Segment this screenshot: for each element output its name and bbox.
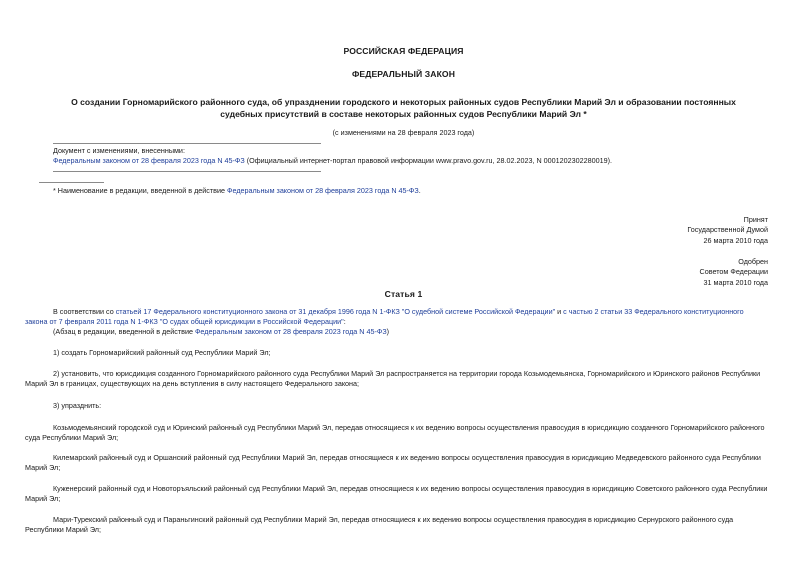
country-heading: РОССИЙСКАЯ ФЕДЕРАЦИЯ bbox=[343, 46, 464, 56]
item-3-para-4: Мари-Турекский районный суд и Параньгинский районный суд Республики Марий Эл, передав относящиеся к их ведению вопросы осуществления правосудия в юрисдикцию Сернурского районного суда Республики Марий Эл; bbox=[25, 515, 734, 535]
fkz-1996-link[interactable]: статьей 17 Федерального конституционного закона от 31 декабря 1996 года N 1-ФКЗ "О судебной системе Российской Федерации" bbox=[115, 307, 556, 316]
law-title-line2: судебных присутствий в составе некоторых районных судов Республики Марий Эл * bbox=[220, 108, 587, 119]
note-law-link[interactable]: Федеральным законом от 28 февраля 2023 года N 45-ФЗ bbox=[194, 327, 387, 336]
fkz-2011-link-part1[interactable]: с частью 2 статьи 33 Федерального конституционного bbox=[563, 307, 744, 316]
item-2: 2) установить, что юрисдикция созданного Горномарийского районного суда Республики Марий Эл распространяется на территории города Козьмодемьянска, Горномарийского и Юринского районов Республики Марий Эл в границах, существующих на день вступления в силу настоящего Федерального закона; bbox=[25, 369, 761, 389]
item-3: 3) упразднить: bbox=[53, 401, 102, 410]
fkz-2011-link-part2[interactable]: закона от 7 февраля 2011 года N 1-ФКЗ "О судах общей юрисдикции в Российской Федерации" bbox=[25, 317, 344, 327]
item-3-para-2: Килемарский районный суд и Оршанский районный суд Республики Марий Эл, передав относящиеся к их ведению вопросы осуществления правосудия в юрисдикцию Медведевского районного суда Республики Марий Эл; bbox=[25, 453, 761, 473]
item-1: 1) создать Горномарийский районный суд Республики Марий Эл; bbox=[53, 348, 271, 357]
article-intro: В соответствии со статьей 17 Федерального конституционного закона от 31 декабря 1996 года N 1-ФКЗ "О судебной системе Российской Федерации" и с частью 2 статьи 33 Федерального конституционного закона от 7 февраля 2011 года N 1-ФКЗ "О судах общей юрисдикции в Российской Федерации": bbox=[25, 307, 744, 327]
footnote: * Наименование в редакции, введенной в действие Федеральным законом от 28 февраля 2023 года N 45-ФЗ. bbox=[53, 186, 421, 195]
changes-law-link[interactable]: Федеральным законом от 28 февраля 2023 года N 45-ФЗ bbox=[53, 156, 245, 165]
changes-top-rule bbox=[53, 143, 321, 144]
footnote-law-link[interactable]: Федеральным законом от 28 февраля 2023 года N 45-ФЗ bbox=[227, 186, 419, 195]
footnote-rule bbox=[39, 182, 104, 183]
changes-law-rest: (Официальный интернет-портал правовой информации www.pravo.gov.ru, 28.02.2023, N 0001202302280019). bbox=[244, 156, 613, 165]
intro-edit-note: (Абзац в редакции, введенной в действие Федеральным законом от 28 февраля 2023 года N 45-ФЗ) bbox=[53, 327, 390, 336]
changes-entry bbox=[53, 156, 773, 166]
item-3-para-1: Козьмодемьянский городской суд и Юринский районный суд Республики Марий Эл, передав относящиеся к их ведению вопросы осуществления правосудия в юрисдикцию созданного Горномарийского районного суда Республики Марий Эл; bbox=[25, 423, 765, 443]
article-heading: Статья 1 bbox=[384, 289, 423, 299]
changes-bottom-rule bbox=[53, 171, 321, 172]
item-3-para-3: Куженерский районный суд и Новоторъяльский районный суд Республики Марий Эл, передав относящиеся к их ведению вопросы осуществления правосудия в юрисдикцию Советского районного суда Республики Марий Эл; bbox=[25, 484, 768, 504]
changes-label: Документ с изменениями, внесенными: bbox=[53, 146, 185, 155]
doc-type-heading: ФЕДЕРАЛЬНЫЙ ЗАКОН bbox=[351, 69, 456, 79]
adoption-duma: Принят Государственной Думой 26 марта 2010 года bbox=[687, 215, 768, 245]
revision-note: (с изменениями на 28 февраля 2023 года) bbox=[332, 128, 475, 137]
adoption-council: Одобрен Советом Федерации 31 марта 2010 года bbox=[699, 257, 768, 287]
law-title bbox=[50, 97, 757, 120]
law-title-line1: О создании Горномарийского районного суда, об упразднении городского и некоторых районных судов Республики Марий Эл и образовании постоянных bbox=[71, 97, 736, 107]
